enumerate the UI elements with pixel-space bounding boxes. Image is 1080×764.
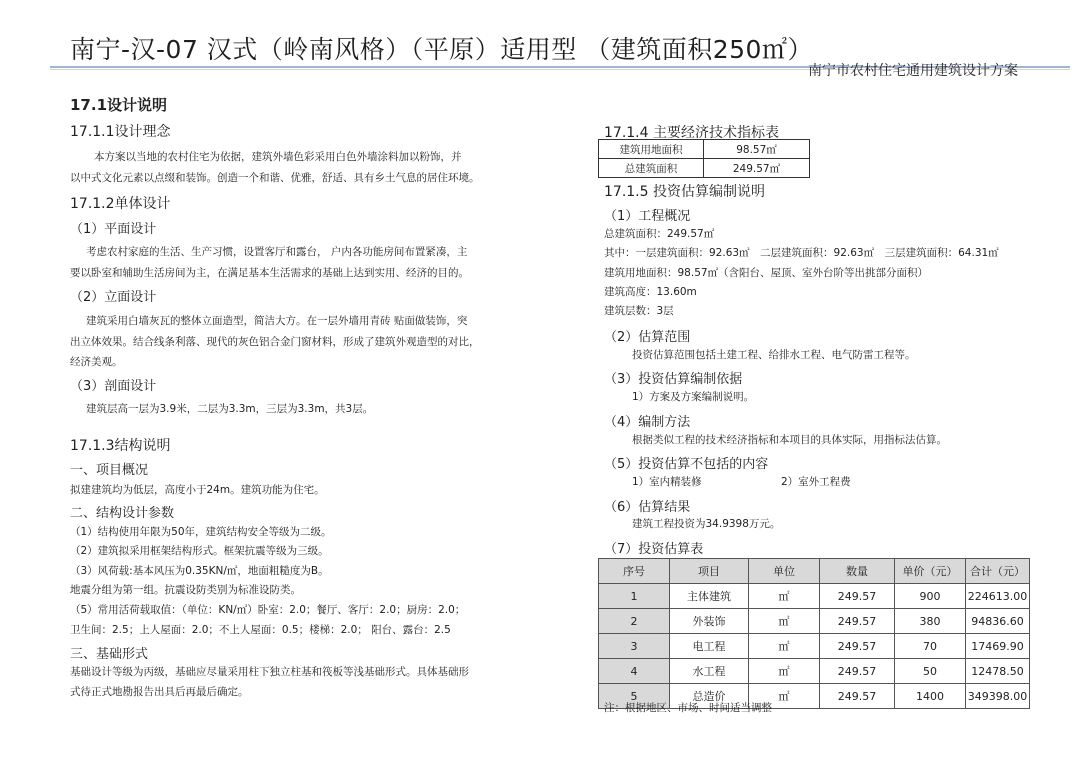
- table-row: [599, 659, 1030, 684]
- table-cell: 70: [895, 634, 966, 659]
- section-design-heading: （3）剖面设计: [70, 379, 157, 394]
- structural-params-heading: 二、结构设计参数: [70, 506, 175, 521]
- table-cell: 17469.90: [966, 634, 1030, 659]
- table-cell: 224613.00: [966, 584, 1030, 609]
- table-cell: 380: [895, 609, 966, 634]
- page-title: 南宁-汉-07 汉式（岭南风格）（平原）适用型 （建筑面积250㎡）: [70, 35, 813, 64]
- table-row: [599, 634, 1030, 659]
- overview-line-4: 建筑高度：13.60m: [604, 286, 697, 298]
- table-cell: 249.57: [820, 584, 895, 609]
- elevation-design-line-1: 建筑采用白墙灰瓦的整体立面造型，简洁大方。在一层外墙用青砖 贴面做装饰，突: [86, 315, 468, 327]
- table-cell: 外装饰: [670, 609, 749, 634]
- estimate-table-heading: （7）投资估算表: [604, 542, 704, 557]
- overview-heading: （1）工程概况: [604, 209, 691, 224]
- table-row: [599, 609, 1030, 634]
- foundation-line-1: 基础设计等级为丙级，基础应尽量采用柱下独立柱基和筏板等浅基础形式。具体基础形: [70, 666, 469, 678]
- basis-heading: （3）投资估算编制依据: [604, 372, 743, 387]
- table-cell: 主体建筑: [670, 584, 749, 609]
- elevation-design-line-2: 出立体效果。结合线条利落、现代的灰色铝合金门窗材料，形成了建筑外观造型的对比，: [70, 336, 480, 348]
- project-overview-line-1: 拟建建筑均为低层，高度小于24m。建筑功能为住宅。: [70, 484, 325, 496]
- method-line-1: 根据类似工程的技术经济指标和本项目的具体实际，用指标法估算。: [632, 434, 947, 446]
- scope-heading: （2）估算范围: [604, 330, 691, 345]
- basis-line-1: 1）方案及方案编制说明。: [632, 391, 755, 403]
- table-row: [599, 159, 810, 178]
- plan-design-line-1: 考虑农村家庭的生活、生产习惯，设置客厅和露台， 户内各功能房间布置紧凑，主: [86, 246, 468, 258]
- table-cell: 349398.00: [966, 684, 1030, 709]
- elevation-design-line-3: 经济美观。: [70, 356, 123, 368]
- section-17-1-1-heading: 17.1.1设计理念: [70, 124, 171, 140]
- table-header-cell: 序号: [599, 559, 670, 584]
- table-row: [599, 584, 1030, 609]
- section-design-line-1: 建筑层高一层为3.9米，二层为3.3m，三层为3.3m，共3层。: [86, 403, 374, 415]
- key-indicators-table: [598, 139, 810, 178]
- investment-estimate-table: [598, 558, 1030, 709]
- result-line-1: 建筑工程投资为34.9398万元。: [632, 518, 781, 530]
- method-heading: （4）编制方法: [604, 415, 691, 430]
- table-cell: 总建筑面积: [599, 159, 704, 178]
- table-header-cell: 项目: [670, 559, 749, 584]
- structural-param-6: 卫生间：2.5；上人屋面：2.0；不上人屋面：0.5；楼梯：2.0； 阳台、露台：2.5: [70, 624, 451, 636]
- foundation-line-2: 式待正式地勘报告出具后再最后确定。: [70, 686, 249, 698]
- table-cell: ㎡: [749, 659, 820, 684]
- table-header-cell: 单位: [749, 559, 820, 584]
- table-cell: 5: [599, 684, 670, 709]
- table-cell: 12478.50: [966, 659, 1030, 684]
- table-cell: 900: [895, 584, 966, 609]
- design-concept-line-2: 以中式文化元素以点缀和装饰。创造一个和谐、优雅，舒适、具有乡土气息的居住环境。: [70, 172, 480, 184]
- plan-design-line-2: 要以卧室和辅助生活房间为主，在满足基本生活需求的基础上达到实用、经济的目的。: [70, 267, 469, 279]
- section-17-1-2-heading: 17.1.2单体设计: [70, 196, 171, 212]
- overview-line-3: 建筑用地面积：98.57㎡（含阳台、屋顶、室外台阶等出挑部分面积）: [604, 267, 929, 279]
- table-cell: 1: [599, 584, 670, 609]
- table-cell: 3: [599, 634, 670, 659]
- section-17-1-heading: 17.1设计说明: [70, 96, 168, 114]
- elevation-design-heading: （2）立面设计: [70, 290, 157, 305]
- structural-param-1: （1）结构使用年限为50年，建筑结构安全等级为二级。: [70, 526, 332, 538]
- exclusion-item-2: 2）室外工程费: [781, 476, 851, 488]
- table-cell: ㎡: [749, 634, 820, 659]
- section-17-1-5-heading: 17.1.5 投资估算编制说明: [604, 184, 765, 200]
- table-cell: 建筑用地面积: [599, 140, 704, 159]
- table-cell: 4: [599, 659, 670, 684]
- section-17-1-4-heading: 17.1.4 主要经济技术指标表: [604, 125, 779, 141]
- structural-param-2: （2）建筑拟采用框架结构形式。框架抗震等级为三级。: [70, 545, 329, 557]
- table-cell: 总造价: [670, 684, 749, 709]
- scope-line-1: 投资估算范围包括土建工程、给排水工程、电气防雷工程等。: [632, 349, 916, 361]
- table-cell: 2: [599, 609, 670, 634]
- table-row: [599, 140, 810, 159]
- table-cell: 249.57: [820, 634, 895, 659]
- table-note: 注：根据地区、市场、时间适当调整: [604, 702, 772, 714]
- structural-param-3: （3）风荷载:基本风压为0.35KN/㎡，地面粗糙度为B。: [70, 565, 329, 577]
- table-cell: 249.57: [820, 659, 895, 684]
- overview-line-2: 其中：一层建筑面积：92.63㎡ 二层建筑面积：92.63㎡ 三层建筑面积：64.31㎡: [604, 247, 999, 259]
- table-header-cell: 合计（元）: [966, 559, 1030, 584]
- table-cell: 249.57㎡: [704, 159, 810, 178]
- project-overview-heading: 一、项目概况: [70, 463, 149, 478]
- exclusion-item-1: 1）室内精装修: [632, 476, 702, 488]
- table-cell: 50: [895, 659, 966, 684]
- page-subtitle: 南宁市农村住宅通用建筑设计方案: [808, 63, 1018, 79]
- table-cell: 98.57㎡: [704, 140, 810, 159]
- table-cell: ㎡: [749, 684, 820, 709]
- table-cell: 1400: [895, 684, 966, 709]
- plan-design-heading: （1）平面设计: [70, 222, 157, 237]
- table-cell: 249.57: [820, 609, 895, 634]
- table-cell: 249.57: [820, 684, 895, 709]
- table-cell: 电工程: [670, 634, 749, 659]
- result-heading: （6）估算结果: [604, 500, 691, 515]
- structural-param-5: （5）常用活荷载取值：（单位：KN/㎡）卧室：2.0；餐厅、客厅：2.0；厨房：2.0；: [70, 604, 466, 616]
- table-cell: ㎡: [749, 609, 820, 634]
- overview-line-5: 建筑层数：3层: [604, 305, 674, 317]
- table-header-row: [599, 559, 1030, 584]
- table-header-cell: 数量: [820, 559, 895, 584]
- section-17-1-3-heading: 17.1.3结构说明: [70, 438, 171, 454]
- structural-param-4: 地震分组为第一组。抗震设防类别为标准设防类。: [70, 584, 301, 596]
- design-concept-line-1: 本方案以当地的农村住宅为依据，建筑外墙色彩采用白色外墙涂料加以粉饰，并: [94, 151, 462, 163]
- exclusions-heading: （5）投资估算不包括的内容: [604, 457, 769, 472]
- table-cell: 94836.60: [966, 609, 1030, 634]
- overview-line-1: 总建筑面积：249.57㎡: [604, 228, 715, 240]
- foundation-heading: 三、基础形式: [70, 647, 149, 662]
- table-cell: ㎡: [749, 584, 820, 609]
- table-cell: 水工程: [670, 659, 749, 684]
- table-header-cell: 单价（元）: [895, 559, 966, 584]
